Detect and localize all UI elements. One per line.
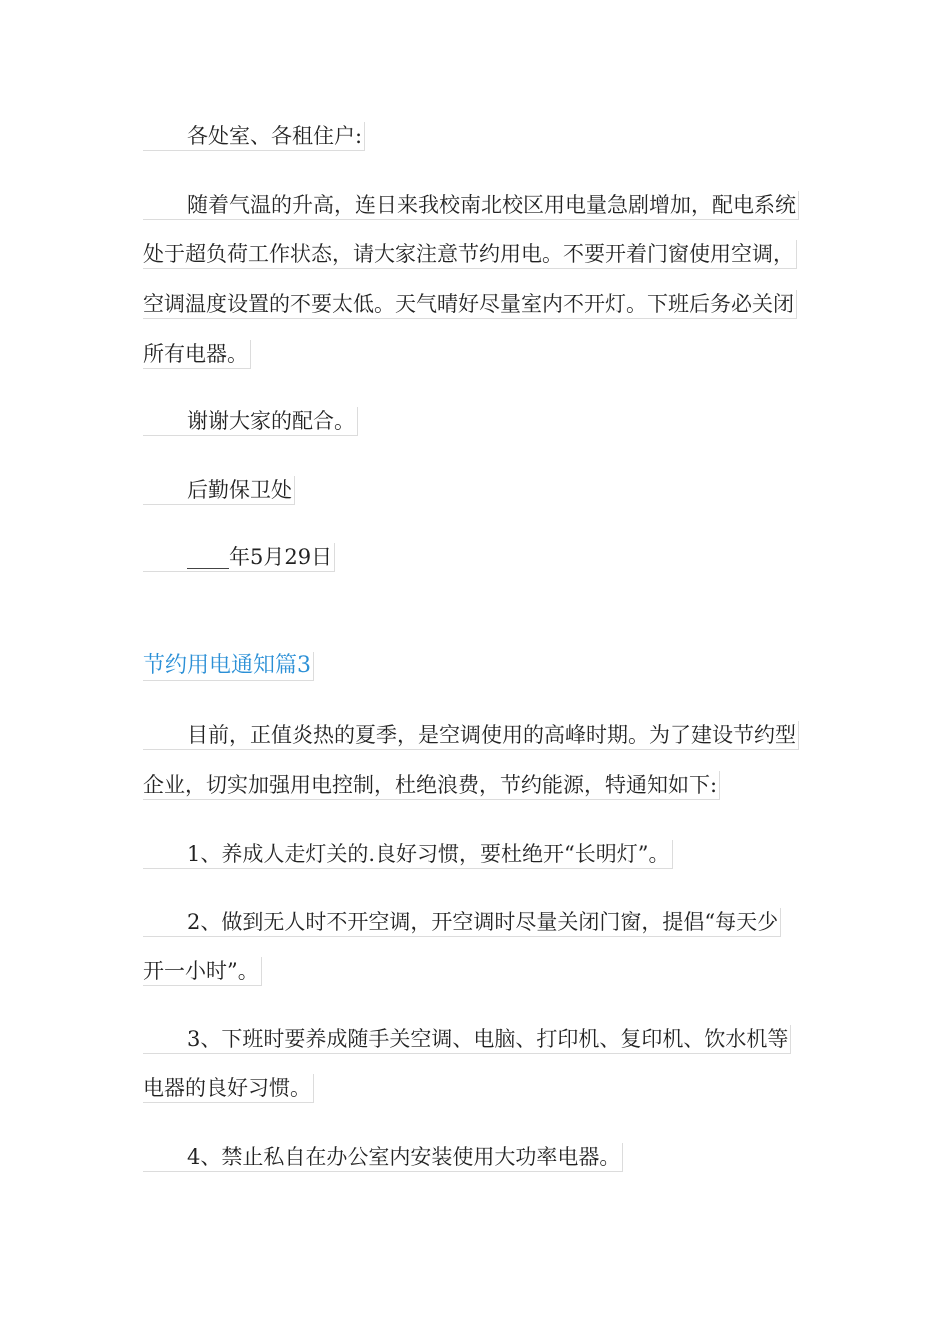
intro-line-1: 目前，正值炎热的夏季，是空调使用的高峰时期。为了建设节约型 [143, 721, 799, 750]
signature-line: 后勤保卫处 [143, 476, 295, 505]
salutation: 各处室、各租住户: [143, 122, 365, 151]
intro-line-2: 企业，切实加强用电控制，杜绝浪费，节约能源，特通知如下: [143, 771, 720, 800]
list-item-3-line-1: 3、下班时要养成随手关空调、电脑、打印机、复印机、饮水机等 [143, 1025, 791, 1054]
list-item-2-line-2: 开一小时”。 [143, 957, 262, 986]
date-line: ____年5月29日 [143, 543, 335, 572]
thanks-line: 谢谢大家的配合。 [143, 407, 358, 436]
body-line-1: 随着气温的升高，连日来我校南北校区用电量急剧增加，配电系统 [143, 191, 799, 220]
list-item-2-line-1: 2、做到无人时不开空调，开空调时尽量关闭门窗，提倡“每天少 [143, 908, 781, 937]
list-item-3-line-2: 电器的良好习惯。 [143, 1074, 314, 1103]
body-line-3: 空调温度设置的不要太低。天气晴好尽量室内不开灯。下班后务必关闭 [143, 290, 797, 319]
section-heading: 节约用电通知篇3 [143, 652, 314, 681]
list-item-4: 4、禁止私自在办公室内安装使用大功率电器。 [143, 1143, 623, 1172]
body-line-4: 所有电器。 [143, 340, 251, 369]
list-item-1: 1、养成人走灯关的.良好习惯，要杜绝开“长明灯”。 [143, 840, 673, 869]
body-line-2: 处于超负荷工作状态，请大家注意节约用电。不要开着门窗使用空调， [143, 240, 797, 269]
